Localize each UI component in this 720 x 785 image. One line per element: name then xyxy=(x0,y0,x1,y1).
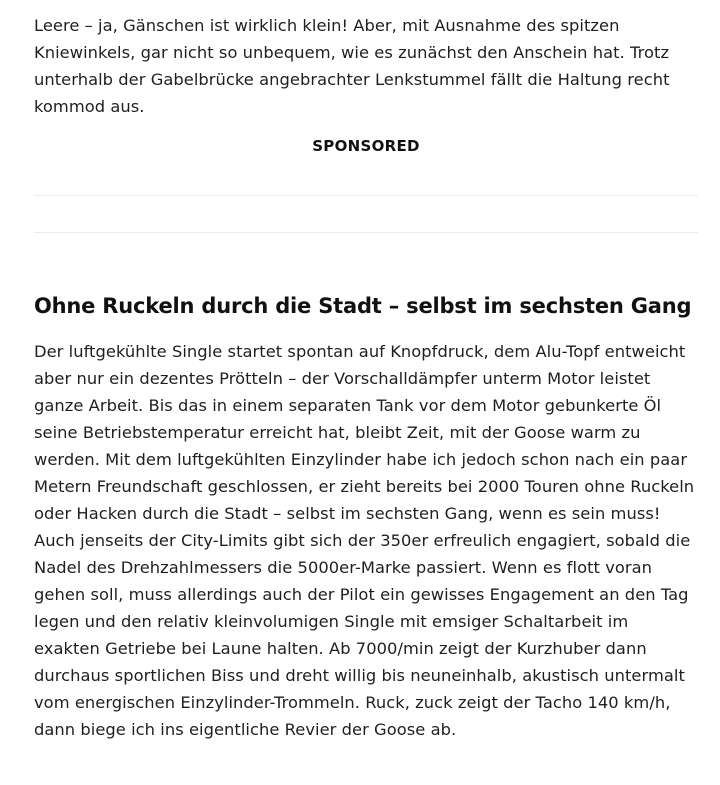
article-content xyxy=(34,12,698,743)
ad-slot xyxy=(34,195,698,233)
intro-paragraph: Leere – ja, Gänschen ist wirklich klein! Aber, mit Ausnahme des spitzen Kniewinkels, gar nicht so unbequem, wie es zunächst den Anschein hat. Trotz unterhalb der Gabelbrücke angebrachter Lenkstummel fällt die Haltung recht kommod aus. xyxy=(34,16,670,116)
sponsored-label: SPONSORED xyxy=(312,137,420,155)
body-paragraph: Der luftgekühlte Single startet spontan auf Knopfdruck, dem Alu-Topf entweicht aber nur ein dezentes Prötteln – der Vorschalldämpfer unterm Motor leistet ganze Arbeit. Bis das in einem separaten Tank vor dem Motor gebunkerte Öl seine Betriebstemperatur erreicht hat, bleibt Zeit, mit der Goose warm zu werden. Mit dem luftgekühlten Einzylinder habe ich jedoch schon nach ein paar Metern Freundschaft geschlossen, er zieht bereits bei 2000 Touren ohne Ruckeln oder Hacken durch die Stadt – selbst im sechsten Gang, wenn es sein muss! Auch jenseits der City-Limits gibt sich der 350er erfreulich engagiert, sobald die Nadel des Drehzahlmessers die 5000er-Marke passiert. Wenn es flott voran gehen soll, muss allerdings auch der Pilot ein gewisses Engagement an den Tag legen und den relativ kleinvolumigen Single mit emsiger Schaltarbeit im exakten Getriebe bei Laune halten. Ab 7000/min zeigt der Kurzhuber dann durchaus sportlichen Biss und dreht willig bis neuneinhalb, akustisch untermalt vom energischen Einzylinder-Trommeln. Ruck, zuck zeigt der Tacho 140 km/h, dann biege ich ins eigentliche Revier der Goose ab. xyxy=(34,342,695,739)
section-heading: Ohne Ruckeln durch die Stadt – selbst im sechsten Gang xyxy=(34,294,692,318)
